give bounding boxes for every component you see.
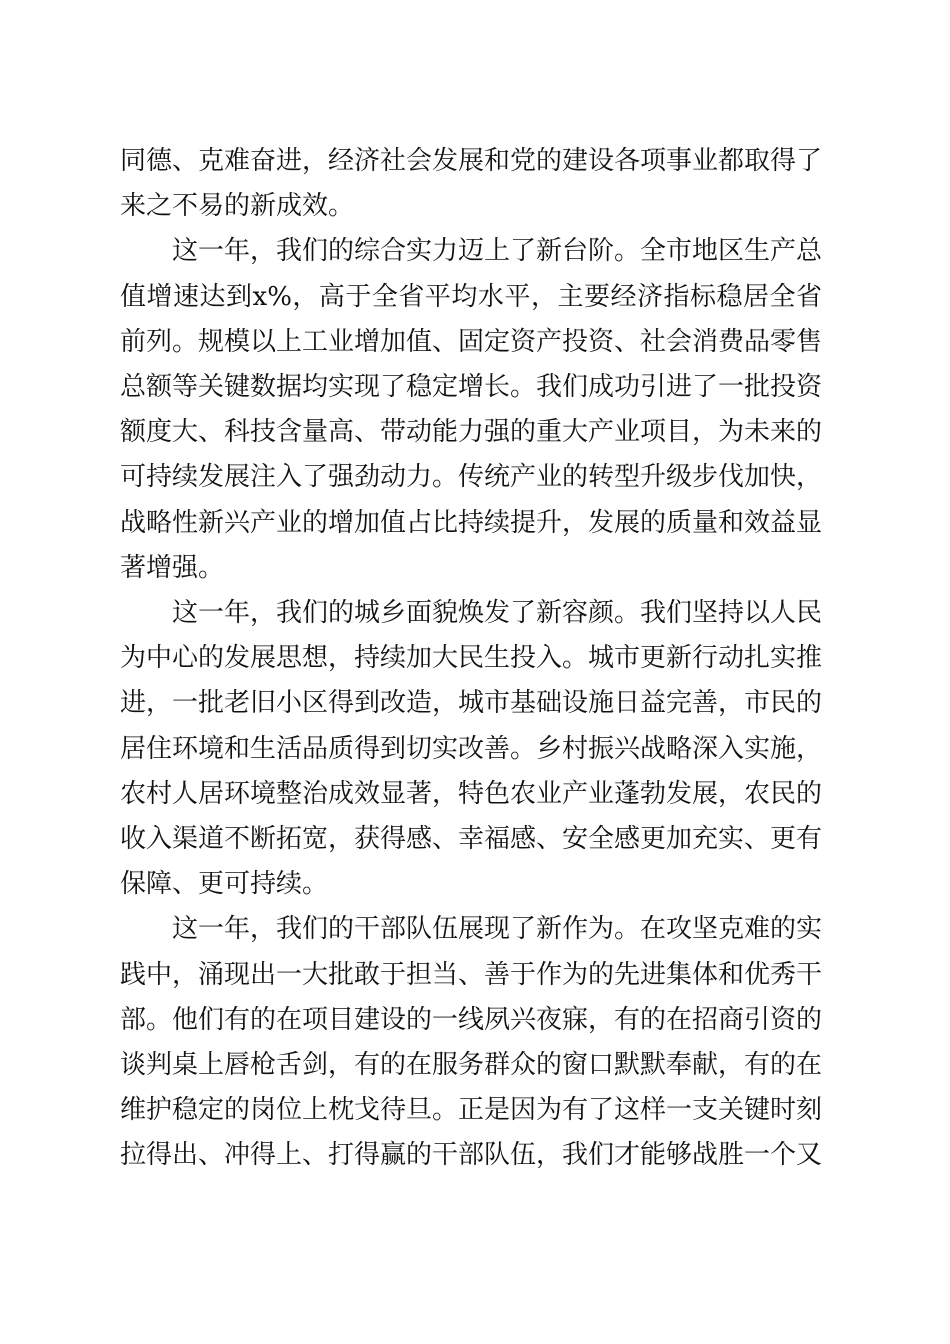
paragraph-1: 同德、克难奋进，经济社会发展和党的建设各项事业都取得了来之不易的新成效。 [120,146,823,222]
paragraph-4: 这一年，我们的干部队伍展现了新作为。在攻坚克难的实践中，涌现出一大批敢于担当、善于作为的先进集体和优秀干部。他们有的在项目建设的一线夙兴夜寐，有的在招商引资的谈判桌上唇枪舌剑，有的在服务群众的窗口默默奉献，有的在维护稳定的岗位上枕戈待旦。正是因为有了这样一支关键时刻拉得出、冲得上、打得赢的干部队伍，我们才能够战胜一个又 [120,914,823,1171]
paragraph-2: 这一年，我们的综合实力迈上了新台阶。全市地区生产总值增速达到x%，高于全省平均水平，主要经济指标稳居全省前列。规模以上工业增加值、固定资产投资、社会消费品零售总额等关键数据均实现了稳定增长。我们成功引进了一批投资额度大、科技含量高、带动能力强的重大产业项目，为未来的可持续发展注入了强劲动力。传统产业的转型升级步伐加快，战略性新兴产业的增加值占比持续提升，发展的质量和效益显著增强。 [120,236,823,583]
paragraph-3: 这一年，我们的城乡面貌焕发了新容颜。我们坚持以人民为中心的发展思想，持续加大民生投入。城市更新行动扎实推进，一批老旧小区得到改造，城市基础设施日益完善，市民的居住环境和生活品质得到切实改善。乡村振兴战略深入实施，农村人居环境整治成效显著，特色农业产业蓬勃发展，农民的收入渠道不断拓宽，获得感、幸福感、安全感更加充实、更有保障、更可持续。 [120,598,823,900]
document-body [120,139,822,1179]
